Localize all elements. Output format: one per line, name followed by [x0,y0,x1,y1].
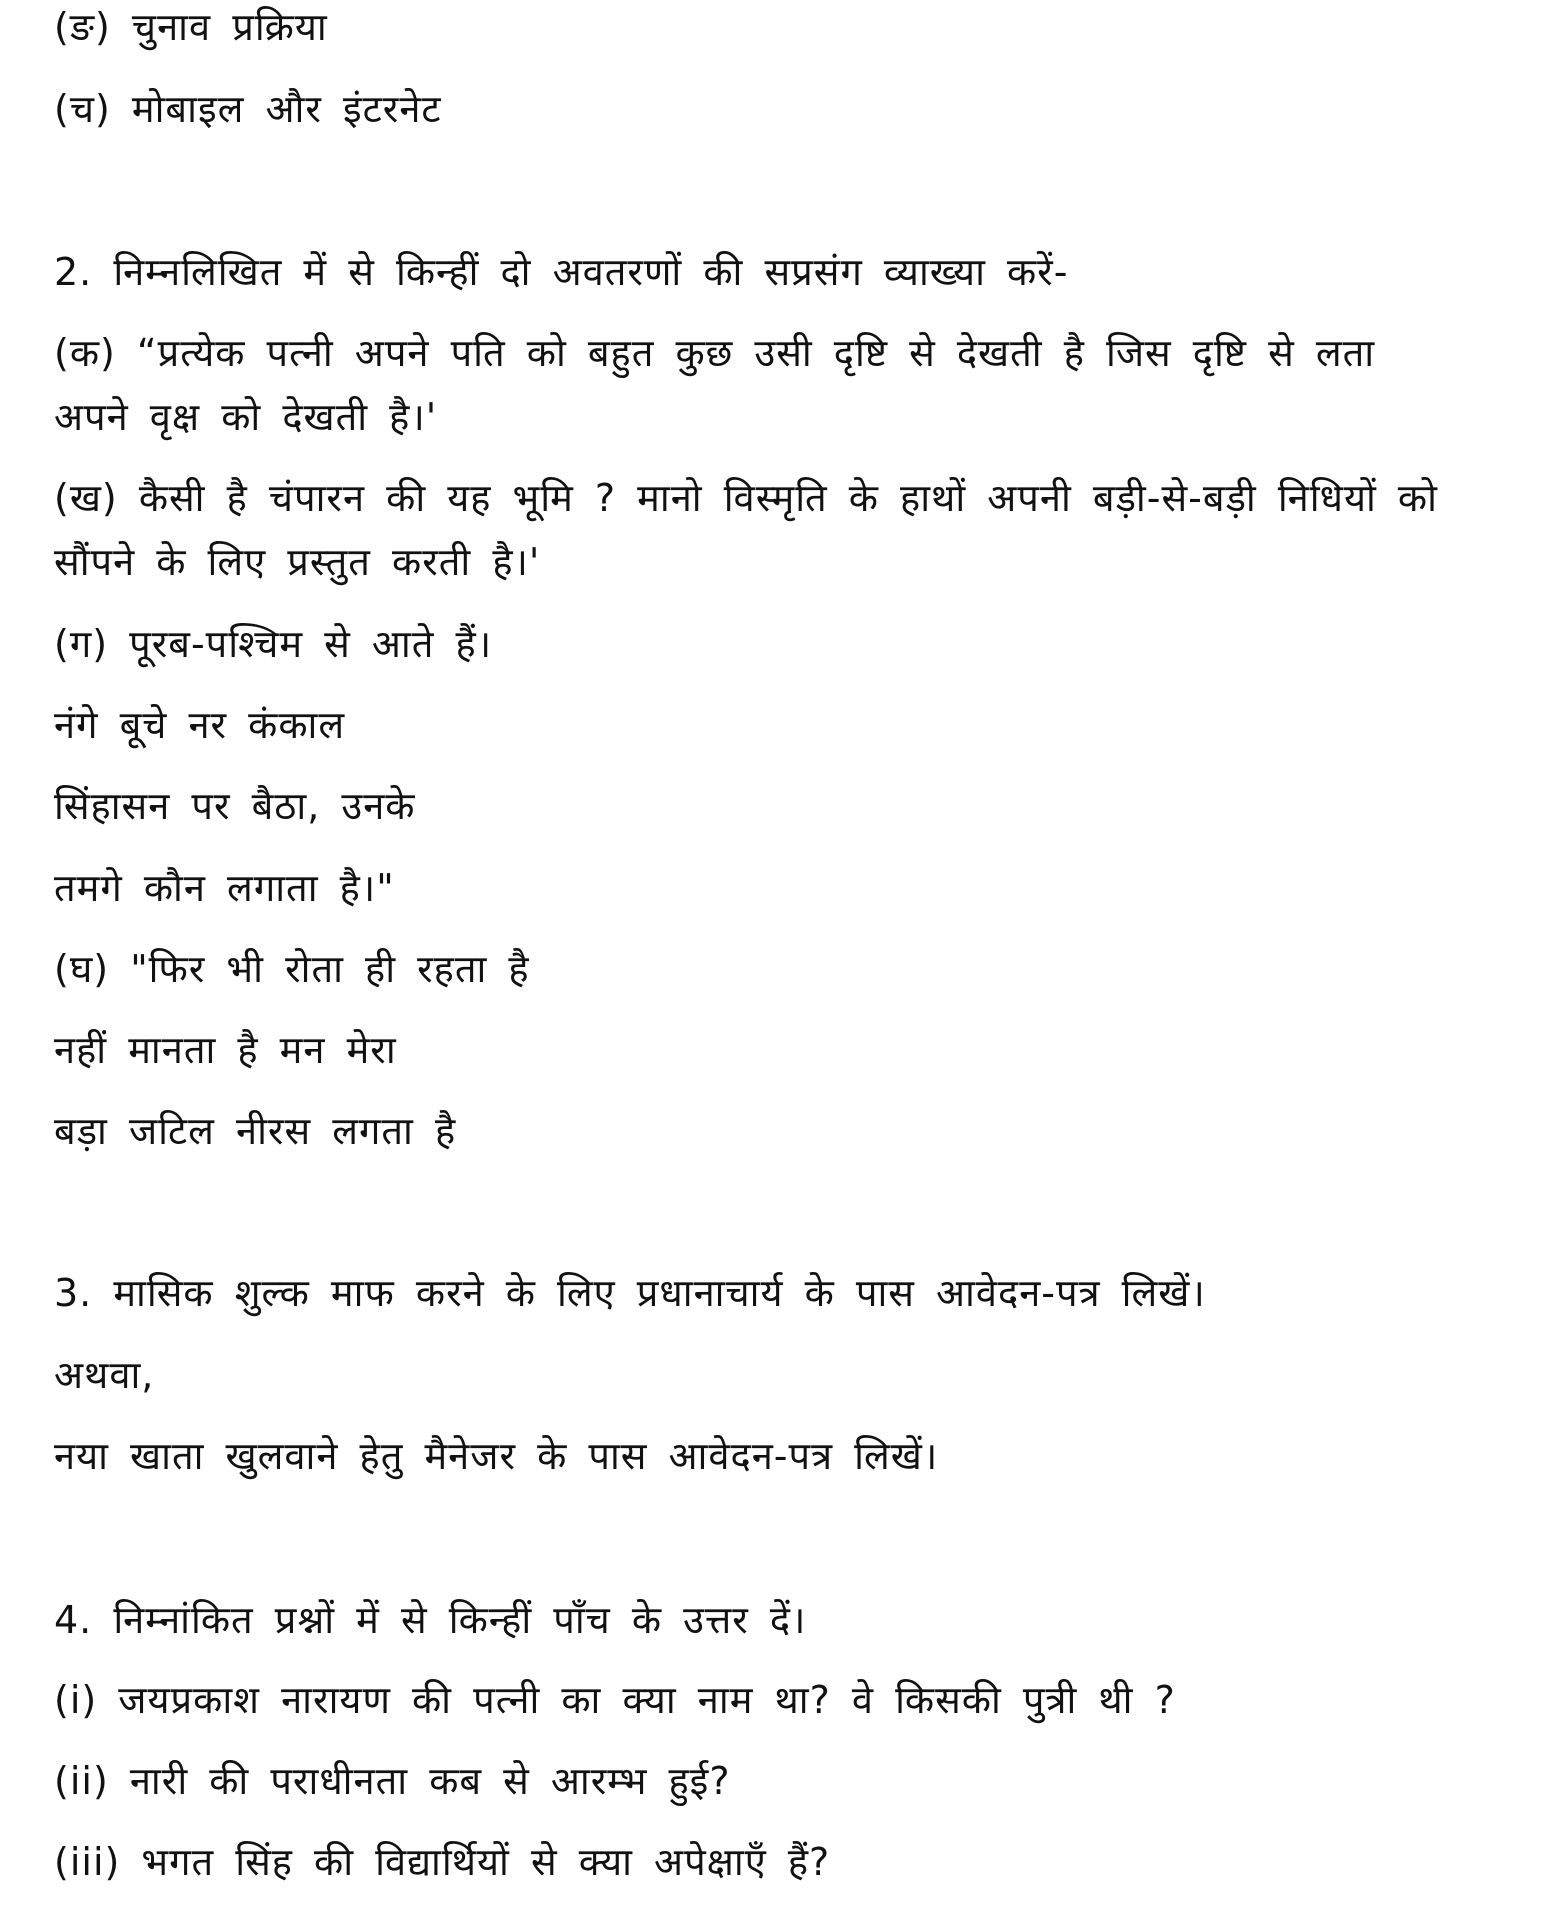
q2-line: सौंपने के लिए प्रस्तुत करती है।' [54,540,541,584]
q2-line: नहीं मानता है मन मेरा [54,1028,397,1072]
question-4-heading: 4. निम्नांकित प्रश्नों में से किन्हीं पाँच के उत्तर दें। [54,1598,807,1642]
question-3-heading: 3. मासिक शुल्क माफ करने के लिए प्रधानाचार्य के पास आवेदन-पत्र लिखें। [54,1271,1206,1315]
q2-line: बड़ा जटिल नीरस लगता है [54,1109,457,1153]
question-2-heading: 2. निम्नलिखित में से किन्हीं दो अवतरणों की सप्रसंग व्याख्या करें- [54,250,1069,294]
q4-item: (iii) भगत सिंह की विद्यार्थियों से क्या अपेक्षाएँ हैं? [54,1840,831,1884]
q3-alternative: नया खाता खुलवाने हेतु मैनेजर के पास आवेदन-पत्र लिखें। [54,1434,939,1478]
q1-item-ch: (च) मोबाइल और इंटरनेट [54,87,442,131]
q2-line: (क) “प्रत्येक पत्नी अपने पति को बहुत कुछ उसी दृष्टि से देखती है जिस दृष्टि से लता [54,331,1376,375]
q2-line: (घ) "फिर भी रोता ही रहता है [54,947,530,991]
q2-line: अपने वृक्ष को देखती है।' [54,395,438,439]
q2-line: (ख) कैसी है चंपारन की यह भूमि ? मानो विस्मृति के हाथों अपनी बड़ी-से-बड़ी निधियों को [54,476,1438,520]
q2-line: तमगे कौन लगाता है।" [54,866,395,910]
q3-or: अथवा, [54,1353,155,1397]
q4-item: (ii) नारी की पराधीनता कब से आरम्भ हुई? [54,1759,731,1803]
q2-line: (ग) पूरब-पश्चिम से आते हैं। [54,622,493,666]
q2-line: सिंहासन पर बैठा, उनके [54,784,416,828]
q4-item: (i) जयप्रकाश नारायण की पत्नी का क्या नाम था? वे किसकी पुत्री थी ? [54,1678,1176,1722]
q1-item-e: (ङ) चुनाव प्रक्रिया [54,5,328,49]
q2-line: नंगे बूचे नर कंकाल [54,703,346,747]
